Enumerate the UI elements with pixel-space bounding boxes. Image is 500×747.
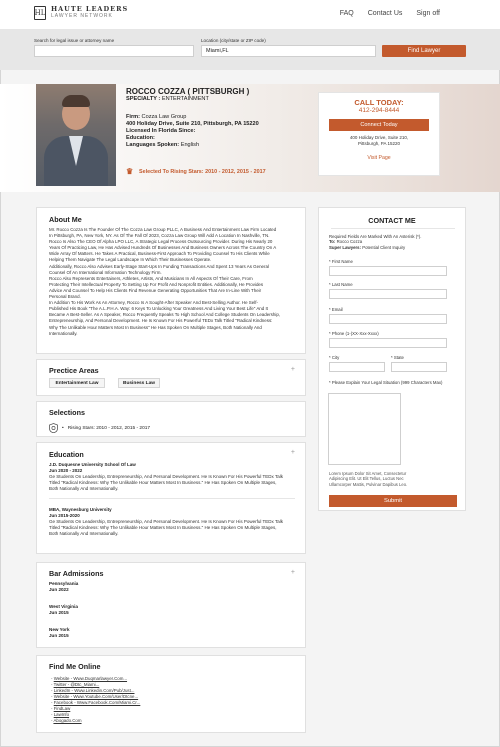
- award-badge-icon: [49, 423, 58, 433]
- selection-item: • Rising Stars: 2010 - 2012, 2015 - 2017: [49, 423, 150, 433]
- contact-form: [318, 207, 466, 511]
- divider: [331, 228, 455, 229]
- bar-date: Jun 2015: [49, 610, 69, 615]
- online-link[interactable]: - Facebook - Www.Facebook.Com/Miami.Cr...: [51, 700, 140, 706]
- call-address-line1: 400 Holiday Drive, Suite 210,: [349, 135, 409, 140]
- about-text-line: Years Of Practicing Law, He Has Advised Hundreds Of Businesses And Business Owners Across The Country On A: [49, 245, 277, 251]
- legal-issue-input[interactable]: [34, 45, 194, 57]
- online-links-list: [51, 676, 140, 724]
- bar-admissions-title: Bar Admissions: [49, 569, 104, 578]
- call-address-line2: Pittsburgh, PA 15220: [358, 140, 400, 146]
- bar-admissions-section: [36, 562, 306, 648]
- state-field[interactable]: [391, 362, 447, 372]
- expand-plus-icon[interactable]: +: [290, 569, 295, 576]
- education-text-line: Titled "Radical Kindness: Why The Unlikable Hour Matters Most In Business." He Has Spoken On Multiple Stages,: [49, 524, 277, 530]
- education-entry: [49, 507, 295, 537]
- super-lawyers-label: Super Lawyers:: [329, 244, 362, 250]
- medal-icon: ♛: [126, 167, 134, 176]
- find-lawyer-button[interactable]: Find Lawyer: [382, 45, 466, 57]
- required-note: [329, 234, 421, 250]
- last-name-field[interactable]: [329, 289, 447, 299]
- logo-subtitle: LAWYER NETWORK: [51, 13, 113, 19]
- profile-hero: [0, 84, 500, 192]
- about-text-line: Published His Book "The A.L.P.H.A. Way: 6 Keys To Unlocking Your Greatness And Living Your Best Life" And It: [49, 306, 268, 312]
- phone-number[interactable]: 412-294-8444: [358, 107, 400, 114]
- rising-stars-badge: [126, 167, 266, 176]
- bar-state: West Virginia: [49, 604, 78, 609]
- tag-business-law[interactable]: Business Law: [118, 378, 160, 388]
- situation-label: * Please Explain Your Legal Situation (999 Characters Max): [329, 380, 443, 385]
- about-text-line: Mr. Rocco Cozza Is The Founder Of The Cozza Law Group PLLC, A Business And Entertainment Law Firm Located: [49, 227, 277, 232]
- languages-label: Languages Spoken:: [126, 142, 180, 148]
- education-text-line: Ge Students On Leadership, Entrepreneurship, And Personal Development. He Is Known For His Powerful TEDx Talk: [49, 473, 283, 479]
- about-text-line: In Pittsburgh, PA, New York, NY. As Of The Fall Of 2023, Cozza Law Group Will Add A Location In Nashville, TN.: [49, 233, 270, 239]
- nav-link-sign-off[interactable]: Sign off: [416, 10, 440, 17]
- logo-title: HAUTE LEADERS: [51, 5, 129, 13]
- school-name: MBA, Waynesburg University: [49, 507, 112, 512]
- about-title: About Me: [49, 215, 82, 224]
- online-link[interactable]: - Website - Www.Youtube.Com/User/Dtcne...: [51, 694, 140, 700]
- location-label: Location (city/state or ZIP code): [201, 38, 266, 43]
- expand-plus-icon[interactable]: +: [290, 366, 295, 373]
- about-text-line: Why The Unlikable Hour Matters Most In Business" He Has Spoken On Multiple Stages, Both Nationally And: [49, 324, 262, 330]
- logo-shield-icon: HL: [34, 6, 46, 20]
- about-text-line: Counsel Of An International Information Technology Firm.: [49, 269, 162, 275]
- nav-link-contact[interactable]: Contact Us: [367, 10, 403, 17]
- education-text-line: Ge Students On Leadership, Entrepreneurship, And Personal Development. He Is Known For His Powerful TEDx Talk: [49, 518, 283, 524]
- to-label: To:: [329, 239, 336, 245]
- expand-plus-icon[interactable]: +: [290, 449, 295, 456]
- profile-info: [126, 87, 259, 149]
- find-me-online-section: [36, 655, 306, 733]
- about-text: [49, 227, 297, 337]
- selection-text: Rising Stars: 2010 - 2012, 2015 - 2017: [67, 425, 151, 431]
- state-label: * State: [391, 355, 404, 360]
- to-value: Rocco Cozza: [336, 239, 363, 245]
- firm-value: Cozza Law Group: [141, 114, 187, 120]
- top-nav: [0, 0, 500, 30]
- about-text-line: Internationally.: [49, 330, 78, 336]
- education-text-line: Both Nationally And Internationally.: [49, 530, 119, 536]
- online-link[interactable]: - Website - Www.Duqmarlawyer.Com...: [51, 676, 140, 682]
- about-text-line: Helping Them Navigate The Legal Landscape In Which Their Businesses Operate.: [49, 257, 212, 263]
- about-text-line: Protecting Their Intellectual Property To Setting Up For Profit And Nonprofit Entities. Additionally, He Provides: [49, 281, 264, 287]
- online-link[interactable]: - Abogado.Com: [51, 718, 140, 724]
- site-logo[interactable]: [34, 6, 128, 20]
- about-text-line: In Addition To His Work As An Attorney, Rocco Is A Sought-After Speaker And Best-Selling Author. He Self-: [49, 300, 258, 306]
- about-text-line: Became A Best-Seller. As A Speaker, Rocco Frequently Speaks To High School And College Students On Leadership,: [49, 312, 281, 318]
- education-label: Education:: [126, 135, 155, 141]
- specialty-label: SPECIALTY :: [126, 96, 161, 102]
- education-title: Education: [49, 450, 84, 459]
- bar-date: Jun 2022: [49, 587, 69, 592]
- about-text-line: Additionally, Rocco Also Advises Early-Stage Start-Ups In Funding Transactions And Spent 13 Years As General: [49, 263, 269, 269]
- education-text-line: Titled "Radical Kindness: Why The Unlikable Hour Matters Most In Business." He Has Spoken On Multiple Stages,: [49, 479, 277, 485]
- find-me-online-title: Find Me Online: [49, 662, 101, 671]
- nav-link-faq[interactable]: FAQ: [339, 10, 354, 17]
- about-section: [36, 207, 306, 354]
- city-label: * City: [329, 355, 340, 360]
- school-years: Jun 2020 - 2022: [49, 467, 83, 473]
- contact-title: CONTACT ME: [368, 216, 416, 225]
- bar-item: [49, 627, 70, 639]
- online-link[interactable]: - LinkedIn - Www.Linkedin.Com/Pub/Just...: [51, 688, 140, 694]
- required-note-text: Required Fields Are Marked With An Asterisk (*).: [329, 234, 422, 239]
- bar-state: New York: [49, 627, 70, 632]
- about-text-line: Rocco Also Represents Entertainers, Athletes, Artists, And Musicians In All Aspects Of Their Care, From: [49, 275, 253, 281]
- connect-today-button[interactable]: Connect Today: [329, 119, 429, 131]
- nav-links: [340, 10, 440, 17]
- firm-label: Firm:: [126, 114, 140, 120]
- email-label: * Email: [329, 307, 343, 312]
- bar-item: [49, 604, 78, 616]
- call-card: [318, 92, 440, 176]
- super-lawyers-value: Potential Client Inquiry: [362, 244, 406, 250]
- submit-button[interactable]: Submit: [329, 495, 457, 507]
- selections-title: Selections: [49, 408, 85, 417]
- about-text-line: Entrepreneurship, And Personal Development. He Is Known For His Powerful TEDx Talk Titled "Radical Kindness:: [49, 318, 273, 324]
- legal-situation-textarea[interactable]: [328, 393, 401, 465]
- online-link[interactable]: - LawInfo: [51, 712, 140, 718]
- bar-state: Pennsylvania: [49, 581, 79, 586]
- attorney-name: ROCCO COZZA ( PITTSBURGH ): [126, 87, 250, 96]
- rising-stars-text: Selected To Rising Stars: 2010 - 2012, 2015 - 2017: [139, 168, 266, 175]
- school-name: J.D. Duquesne University School Of Law: [49, 462, 136, 467]
- last-name-label: * Last Name: [329, 282, 353, 287]
- phone-field[interactable]: [329, 338, 447, 348]
- bar-item: [49, 581, 78, 593]
- practice-areas-title: Prectice Areas: [49, 366, 99, 375]
- tag-entertainment-law[interactable]: Entertainment Law: [49, 378, 105, 388]
- location-input[interactable]: Miami,FL: [201, 45, 376, 57]
- first-name-label: * First Name: [329, 259, 353, 264]
- lorem-text: Lorem Ipsum Dolor Sit Amet, Consectetur Adipiscing Elit. Ut Elit Tellus, Luctus Nec Ullamcorper Mattis, Pulvinar Dapibus Leo.: [329, 471, 408, 487]
- licensed-label: Licensed In Florida Since:: [126, 128, 196, 134]
- online-link[interactable]: - Twitter - @Dtc_Miami...: [51, 682, 140, 688]
- languages-value: English: [180, 142, 200, 148]
- call-today-title: CALL TODAY:: [354, 98, 404, 107]
- phone-label: * Phone (1-(XX-Xxx-Xxxx): [329, 331, 379, 336]
- divider: [49, 498, 295, 499]
- legal-issue-label: Search for legal issue or attorney name: [34, 38, 115, 43]
- about-text-line: Advice And Counsel To Help His Clients Find Revenue Generating Opportunities That Are In-Line With Their: [49, 287, 262, 293]
- about-text-line: Wide Array Of Matters. He Takes A Practical, Business-First Approach To Providing Counsel To His Clients While: [49, 251, 270, 257]
- about-text-line: Personal Brand.: [49, 294, 81, 300]
- first-name-field[interactable]: [329, 266, 447, 276]
- bar-date: Jun 2015: [49, 633, 69, 638]
- school-years: Jun 2015-2020: [49, 512, 80, 518]
- education-text-line: Both Nationally And Internationally.: [49, 485, 119, 491]
- about-text-line: Rocco Is Also The CEO Of Alpha LPO LLC, A Strategic Legal Process Outsourcing Provider. During His Nearly 20: [49, 239, 273, 245]
- attorney-photo: [36, 84, 116, 186]
- city-field[interactable]: [329, 362, 385, 372]
- practice-areas-section: [36, 359, 306, 396]
- visit-page-link[interactable]: Visit Page: [367, 155, 391, 161]
- education-entry: [49, 462, 295, 492]
- selections-section: [36, 401, 306, 437]
- firm-address: 400 Holiday Drive, Suite 210, Pittsburgh, PA 15220: [126, 121, 259, 127]
- online-link[interactable]: - FindLaw: [51, 706, 140, 712]
- email-field[interactable]: [329, 314, 447, 324]
- specialty-value: ENTERTAINMENT: [161, 96, 209, 102]
- education-section: [36, 442, 306, 554]
